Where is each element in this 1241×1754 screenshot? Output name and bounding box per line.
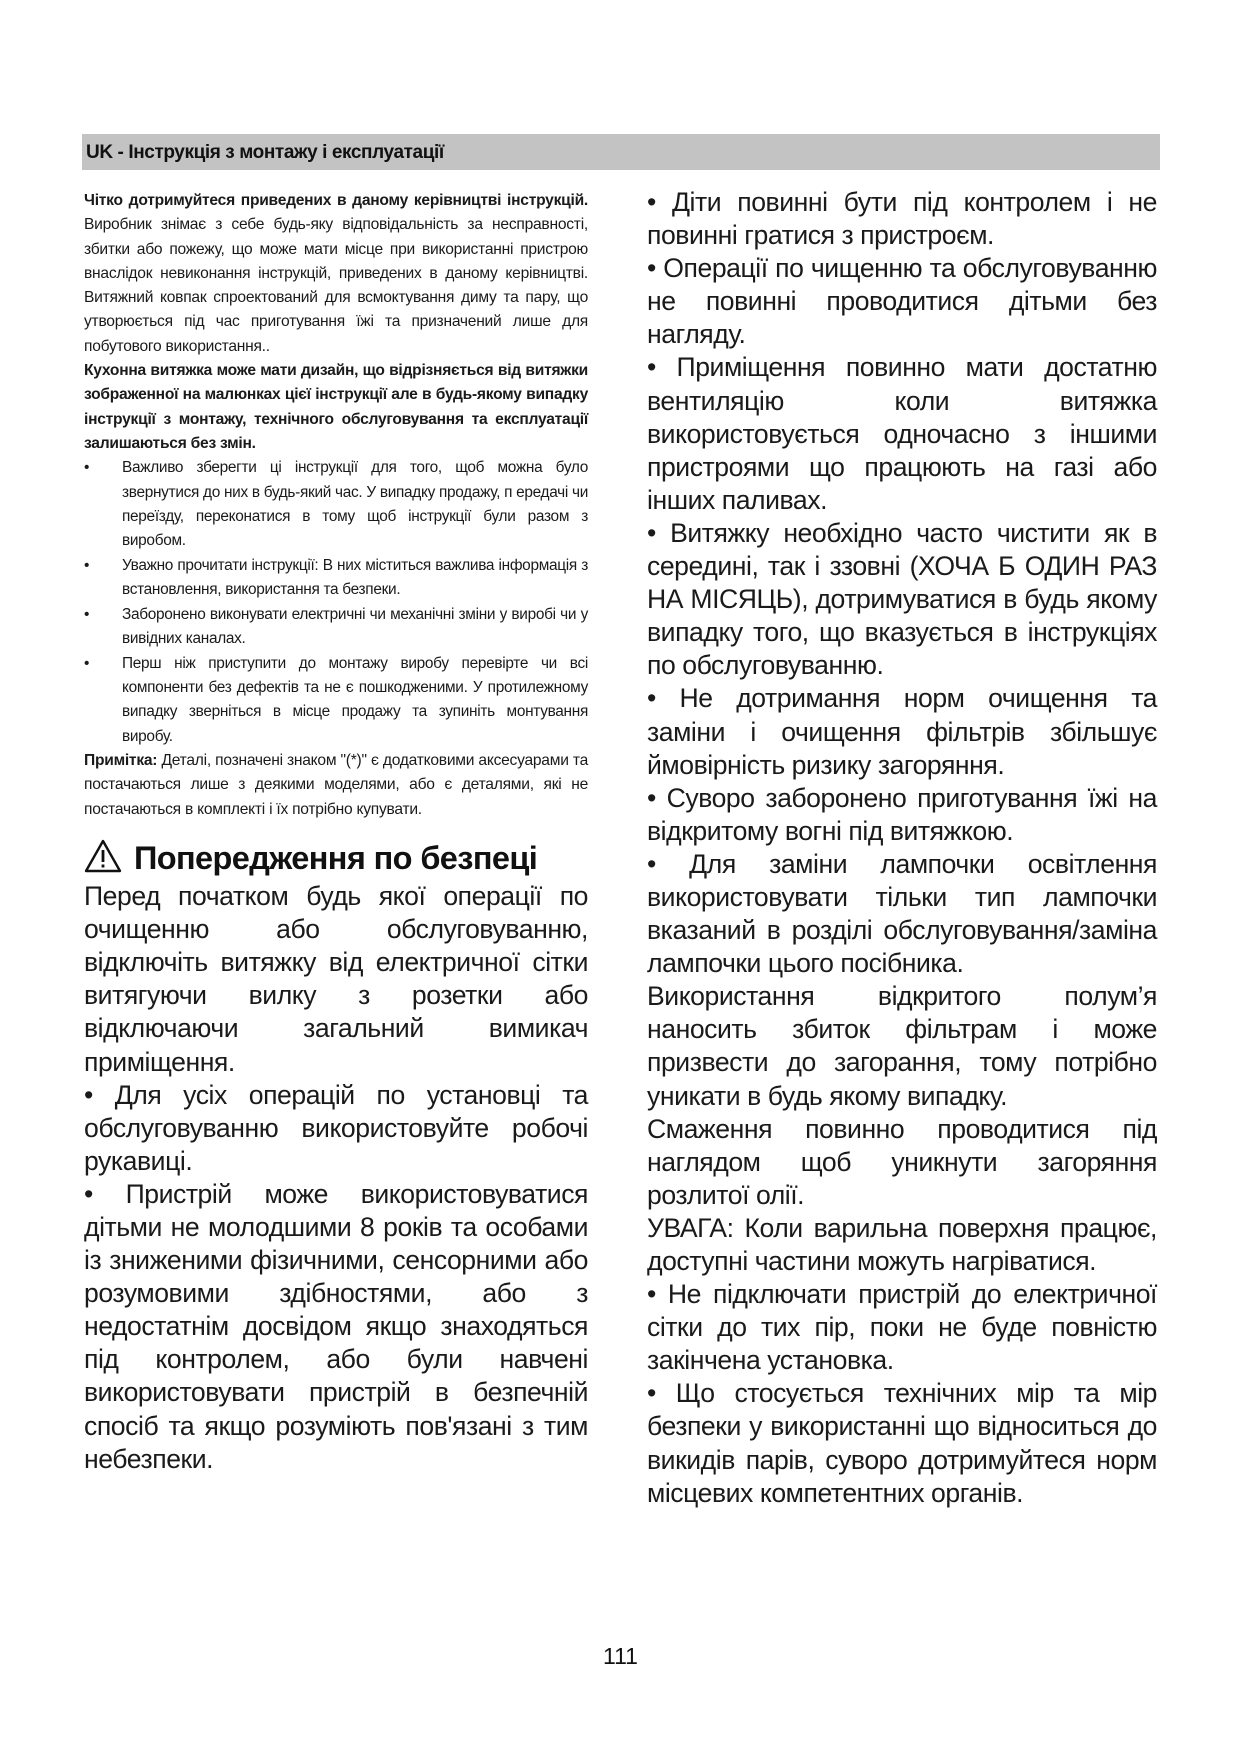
- bullet-dot: •: [84, 605, 90, 623]
- warning-paragraph: УВАГА: Коли варильна поверхня працює, доступні частини можуть нагріватися.: [647, 1212, 1157, 1276]
- warning-paragraph: • Для усіх операцій по установці та обслуговуванню використовуйте робочі рукавиці.: [84, 1079, 588, 1176]
- warning-paragraph: Використання відкритого полум’я наносить збиток фільтрам і може призвести до загорання, тому потрібно уникати в будь якому випадку.: [647, 981, 1157, 1111]
- list-item: • Важливо зберегти ці інструкції для того, щоб можна було звернутися до них в будь-який час. У випадку продажу, п ередачі чи переїзду, переконатися в тому щоб інструкції були разом з виробом.: [84, 456, 588, 554]
- warning-paragraph: • Що стосується технічних мір та мір безпеки у використанні що відноситься до викидів парів, суворо дотримуйтеся норм місцевих компетентних органів.: [647, 1378, 1157, 1508]
- intro-text: Виробник знімає з себе будь-яку відповідальність за несправності, збитки або пожежу, що може мати місце при використанні пристрою внаслідок невиконання інструкцій, приведених в даному керівництві. Витяжний ковпак спроектований для всмоктування диму та пару, що утворюється під час приготування їжі та призначений лише для побутового використання..: [84, 216, 588, 355]
- warning-triangle-icon: [84, 839, 134, 878]
- design-note-bold: Кухонна витяжка може мати дизайн, що відрізняється від витяжки зображенної на малюнках цієї інструкції але в будь-якому випадку інструкції з монтажу, технічного обслуговування та експлуатації залишаються без змін.: [84, 362, 588, 452]
- warning-paragraph: • Операції по чищенню та обслуговуванню не повинні проводитися дітьми без нагляду.: [647, 253, 1157, 350]
- list-item: • Перш ніж приступити до монтажу виробу перевірте чи всі компоненти без дефектів та не є пошкодженими. У протилежному випадку зверніться в місце продажу та зупиніть монтування виробу.: [84, 652, 588, 750]
- bullet-dot: •: [84, 459, 90, 477]
- warning-paragraph: • Діти повинні бути під контролем і не повинні гратися з пристроєм.: [647, 187, 1157, 251]
- bullet-dot: •: [84, 654, 90, 672]
- list-item: • Уважно прочитати інструкції: В них міститься важлива інформація з встановлення, використання та безпеки.: [84, 554, 588, 603]
- section-header-title: UK - Інструкція з монтажу і експлуатації: [86, 142, 444, 163]
- warning-paragraph: • Приміщення повинно мати достатню вентиляцію коли витяжка використовується одночасно з іншими пристроями що працюють на газі або інших паливах.: [647, 352, 1157, 515]
- warning-paragraph: Перед початком будь якої операції по очищенню або обслуговуванню, відключіть витяжку від електричної сітки витягуючи вилку з розетки або відключаючи загальний вимикач приміщення.: [84, 881, 588, 1077]
- left-column: [84, 189, 588, 1476]
- safety-warnings-title: Попередження по безпеці: [134, 839, 538, 876]
- note-label: Примітка:: [84, 752, 158, 770]
- intro-bold-lead: Чітко дотримуйтеся приведених в даному керівництві інструкцій.: [84, 192, 588, 209]
- warning-paragraph: • Пристрій може використовуватися дітьми не молодшими 8 років та особами із зниженими фізичними, сенсорними або розумовими здібностями, або з недостатнім досвідом якщо знаходяться під контролем, або були навчені використовувати пристрій в безпечній спосіб та якщо розуміють пов'язані з тим небезпеки.: [84, 1178, 588, 1474]
- warning-paragraph: • Не підключати пристрій до електричної сітки до тих пір, поки не буде повністю закінчена установка.: [647, 1279, 1157, 1376]
- intro-bullet-list: [84, 456, 588, 749]
- warning-paragraph: • Для заміни лампочки освітлення використовувати тільки тип лампочки вказаний в розділі обслуговування/заміна лампочки цього посібника.: [647, 848, 1157, 979]
- section-header-bar: [82, 134, 1160, 170]
- safety-warnings-heading: [84, 836, 588, 880]
- page-number: 111: [603, 1643, 638, 1669]
- warning-paragraph: • Не дотримання норм очищення та заміни і очищення фільтрів збільшує ймовірність ризику загоряння.: [647, 683, 1157, 780]
- note-paragraph: [84, 749, 588, 822]
- list-item: • Заборонено виконувати електричні чи механічні зміни у виробі чи у вивідних каналах.: [84, 603, 588, 652]
- right-column: [647, 186, 1157, 1510]
- note-text: Деталі, позначені знаком "(*)" є додатковими аксесуарами та постачаються лише з деякими моделями, або є деталями, які не постачаються в комплекті і їх потрібно купувати.: [84, 752, 588, 818]
- warning-paragraph: Смаження повинно проводитися під наглядом щоб уникнути загоряння розлитої олії.: [647, 1113, 1157, 1210]
- bullet-dot: •: [84, 556, 90, 574]
- design-note-paragraph: [84, 359, 588, 456]
- warning-paragraph: • Витяжку необхідно часто чистити як в середині, так і ззовні (ХОЧА Б ОДИН РАЗ НА МІСЯЦЬ), дотримуватися в будь якому випадку того, що вказується в інструкціях по обслуговуванню.: [647, 517, 1157, 681]
- warning-paragraph: • Суворо заборонено приготування їжі на відкритому вогні під витяжкою.: [647, 782, 1157, 846]
- intro-paragraph: [84, 189, 588, 359]
